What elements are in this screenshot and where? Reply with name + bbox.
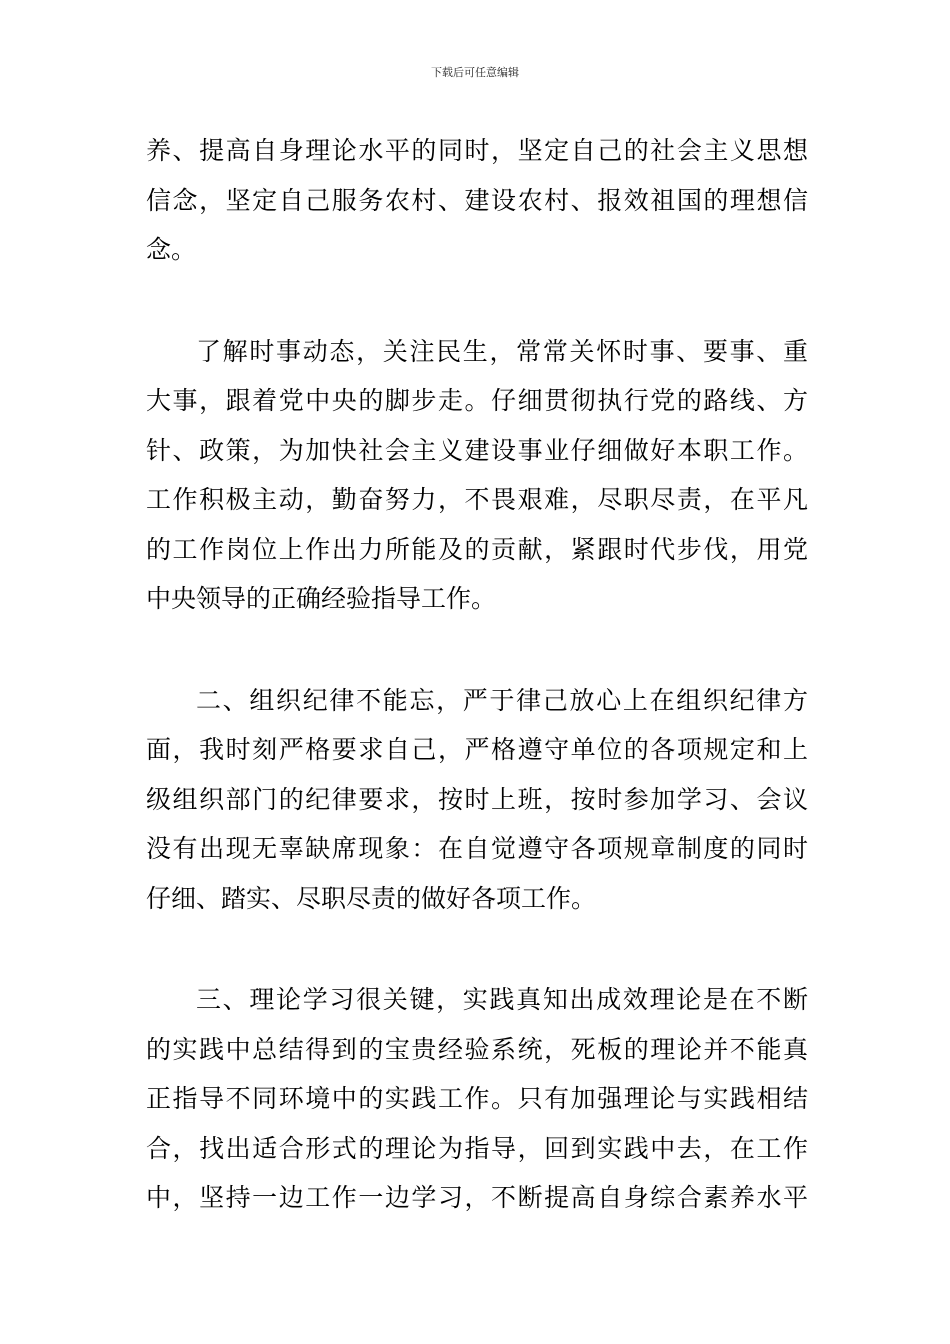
text-line: 级组织部门的纪律要求，按时上班，按时参加学习、会议 — [146, 784, 808, 814]
text-line: 仔细、踏实、尽职尽责的做好各项工作。 — [146, 883, 597, 913]
text-line: 养、提高自身理论水平的同时，坚定自己的社会主义思想 — [146, 136, 808, 165]
text-line: 工作积极主动，勤奋努力，不畏艰难，尽职尽责，在平凡 — [146, 485, 808, 514]
text-line: 了解时事动态，关注民生，常常关怀时事、要事、重 — [196, 336, 808, 366]
text-line: 二、组织纪律不能忘，严于律己放心上在组织纪律方 — [196, 685, 808, 715]
text-line: 针、政策，为加快社会主义建设事业仔细做好本职工作。 — [146, 435, 808, 465]
text-line: 面，我时刻严格要求自己，严格遵守单位的各项规定和上 — [146, 735, 808, 764]
paragraph-3 — [146, 676, 808, 924]
text-line: 合，找出适合形式的理论为指导，回到实践中去，在工作 — [146, 1133, 808, 1163]
text-line: 念。 — [146, 235, 197, 264]
text-line: 没有出现无辜缺席现象：在自觉遵守各项规章制度的同时 — [146, 834, 808, 863]
document-body — [146, 126, 808, 1275]
page-header: 下载后可任意编辑 — [431, 66, 519, 79]
text-line: 中，坚持一边工作一边学习，不断提高自身综合素养水平 — [146, 1183, 808, 1212]
text-line: 中央领导的正确经验指导工作。 — [146, 584, 497, 613]
text-line: 正指导不同环境中的实践工作。只有加强理论与实践相结 — [146, 1084, 808, 1113]
text-line: 大事，跟着党中央的脚步走。仔细贯彻执行党的路线、方 — [146, 386, 808, 415]
paragraph-2 — [146, 327, 808, 624]
paragraph-1 — [146, 126, 808, 275]
text-line: 三、理论学习很关键，实践真知出成效理论是在不断 — [196, 985, 808, 1014]
text-line: 信念，坚定自己服务农村、建设农村、报效祖国的理想信 — [146, 185, 808, 215]
paragraph-4 — [146, 975, 808, 1223]
text-line: 的实践中总结得到的宝贵经验系统，死板的理论并不能真 — [146, 1034, 808, 1064]
text-line: 的工作岗位上作出力所能及的贡献，紧跟时代步伐，用党 — [146, 534, 808, 564]
